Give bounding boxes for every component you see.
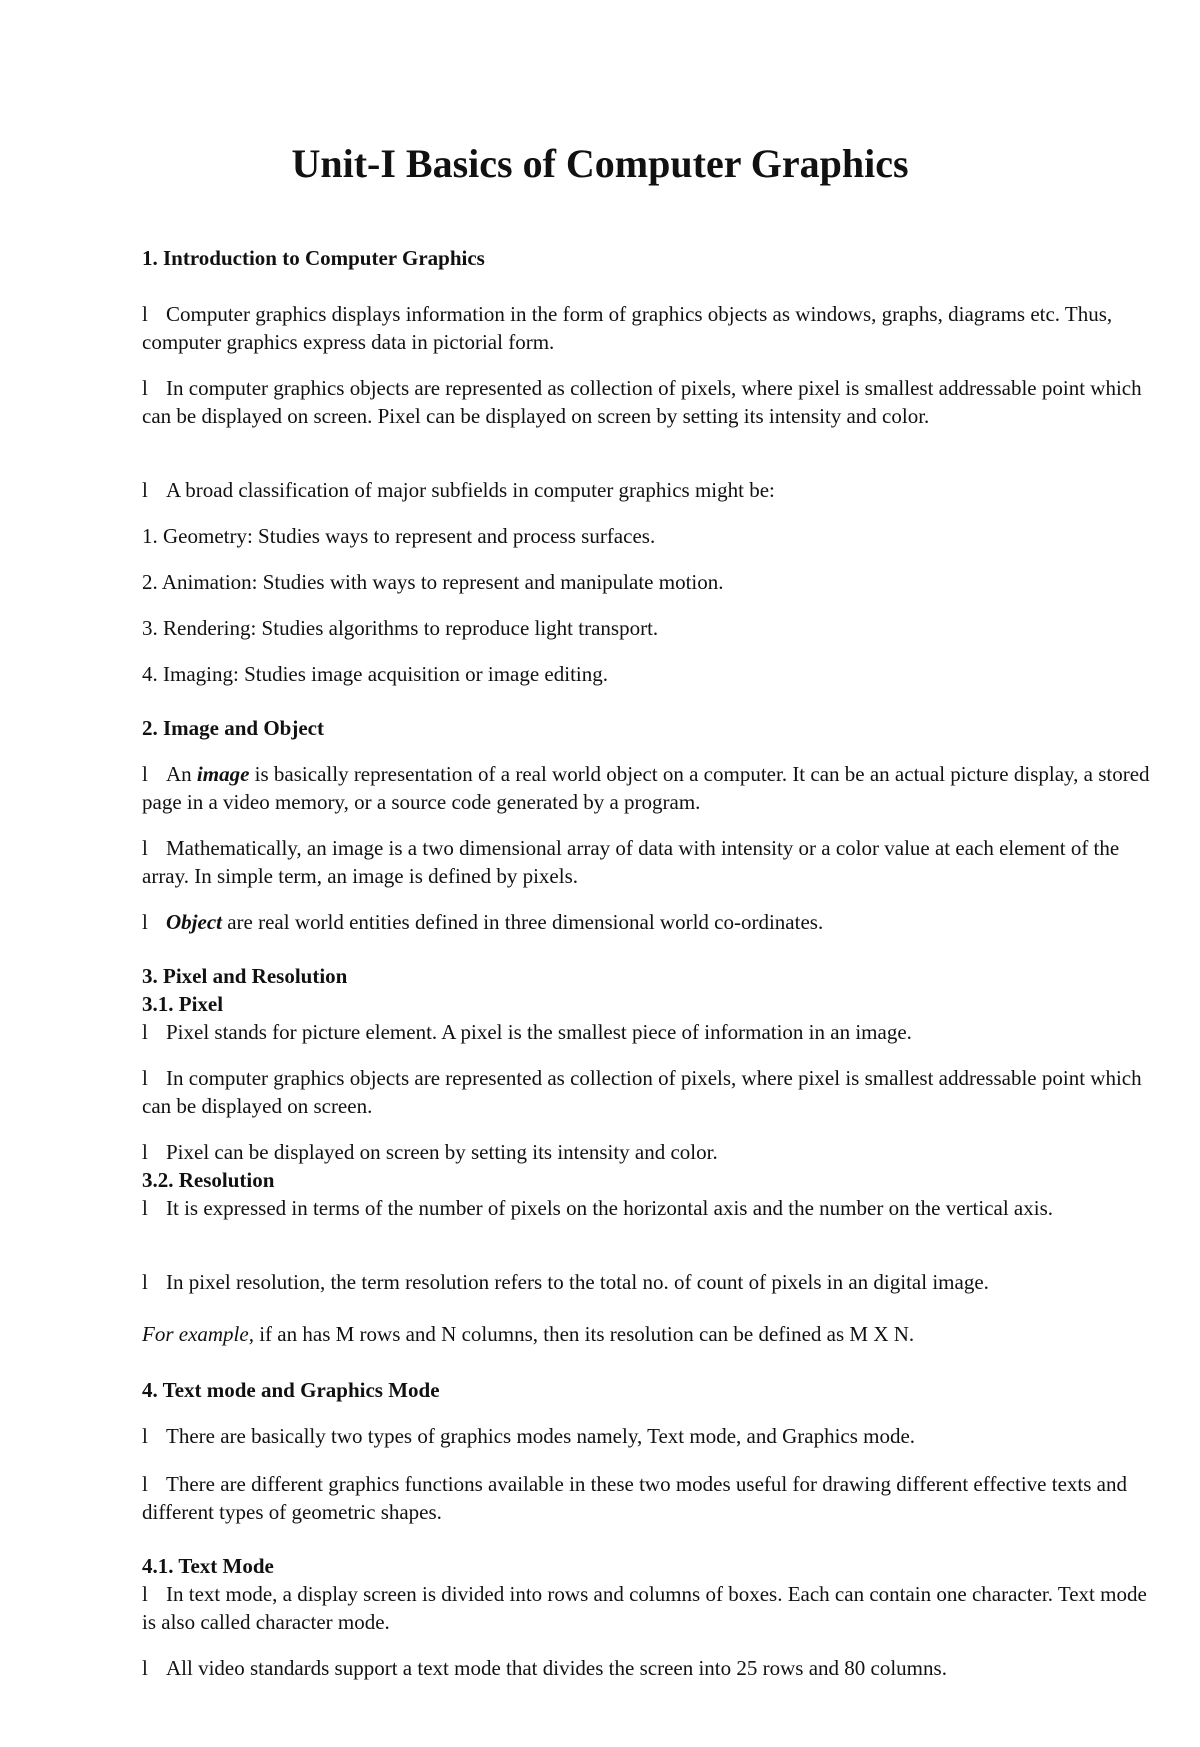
paragraph-text: Mathematically, an image is a two dimensional array of data with intensity or a color value at each element of the array. In simple term, an image is defined by pixels. bbox=[142, 836, 1120, 888]
paragraph bbox=[142, 1580, 1162, 1636]
paragraph-text: In computer graphics objects are represented as collection of pixels, where pixel is smallest addressable point which can be displayed on screen. Pixel can be displayed on screen by setting its intensity and color. bbox=[142, 376, 1142, 428]
paragraph-text: There are different graphics functions available in these two modes useful for drawing different effective texts and different types of geometric shapes. bbox=[142, 1472, 1127, 1524]
paragraph-text: It is expressed in terms of the number of pixels on the horizontal axis and the number on the vertical axis. bbox=[166, 1196, 1054, 1220]
paragraph-text: In text mode, a display screen is divided into rows and columns of boxes. Each can contain one character. Text mode is also called character mode. bbox=[142, 1582, 1147, 1634]
paragraph-text: are real world entities defined in three dimensional world co-ordinates. bbox=[221, 910, 824, 934]
bullet-icon: l bbox=[142, 1424, 148, 1448]
paragraph bbox=[142, 1194, 1162, 1222]
bullet-icon: l bbox=[142, 1140, 148, 1164]
bullet-icon: l bbox=[142, 1656, 148, 1680]
emphasis-text: For example, bbox=[142, 1322, 254, 1346]
paragraph-text: Computer graphics displays information in the form of graphics objects as windows, graphs, diagrams etc. Thus, computer graphics express data in pictorial form. bbox=[142, 302, 1113, 354]
paragraph bbox=[142, 908, 1162, 936]
list-item: 1. Geometry: Studies ways to represent and process surfaces. bbox=[142, 524, 656, 548]
paragraph bbox=[142, 1268, 1162, 1296]
paragraph bbox=[142, 1064, 1162, 1120]
bullet-icon: l bbox=[142, 376, 148, 400]
emphasis-text: Object bbox=[166, 910, 222, 934]
bullet-icon: l bbox=[142, 1270, 148, 1294]
paragraph-text: In pixel resolution, the term resolution refers to the total no. of count of pixels in an digital image. bbox=[166, 1270, 989, 1294]
paragraph-text: A broad classification of major subfields in computer graphics might be: bbox=[166, 478, 775, 502]
paragraph bbox=[142, 1422, 1162, 1450]
paragraph-text: In computer graphics objects are represented as collection of pixels, where pixel is smallest addressable point which can be displayed on screen. bbox=[142, 1066, 1142, 1118]
bullet-icon: l bbox=[142, 1020, 148, 1044]
section-3-heading: 3. Pixel and Resolution bbox=[142, 964, 348, 988]
paragraph-text: An bbox=[166, 762, 197, 786]
paragraph-text: is basically representation of a real world object on a computer. It can be an actual picture display, a stored page in a video memory, or a source code generated by a program. bbox=[142, 762, 1150, 814]
subsection-heading: 4.1. Text Mode bbox=[142, 1554, 274, 1578]
section-2-heading: 2. Image and Object bbox=[142, 716, 324, 740]
paragraph bbox=[142, 374, 1162, 430]
bullet-icon: l bbox=[142, 302, 148, 326]
paragraph bbox=[142, 1320, 1162, 1348]
bullet-icon: l bbox=[142, 910, 148, 934]
paragraph-text: All video standards support a text mode that divides the screen into 25 rows and 80 columns. bbox=[166, 1656, 947, 1680]
list-item: 3. Rendering: Studies algorithms to reproduce light transport. bbox=[142, 616, 659, 640]
bullet-icon: l bbox=[142, 836, 148, 860]
bullet-icon: l bbox=[142, 1582, 148, 1606]
section-1-heading: 1. Introduction to Computer Graphics bbox=[142, 246, 485, 270]
paragraph bbox=[142, 1654, 1162, 1682]
paragraph bbox=[142, 834, 1162, 890]
list-item: 2. Animation: Studies with ways to represent and manipulate motion. bbox=[142, 570, 724, 594]
paragraph bbox=[142, 760, 1162, 816]
bullet-icon: l bbox=[142, 762, 148, 786]
bullet-icon: l bbox=[142, 1066, 148, 1090]
subsection-heading: 3.2. Resolution bbox=[142, 1168, 275, 1192]
paragraph-text: Pixel stands for picture element. A pixel is the smallest piece of information in an image. bbox=[166, 1020, 912, 1044]
bullet-icon: l bbox=[142, 1196, 148, 1220]
paragraph bbox=[142, 476, 1162, 504]
emphasis-text: image bbox=[196, 762, 250, 786]
paragraph bbox=[142, 1018, 1162, 1046]
paragraph-text: Pixel can be displayed on screen by setting its intensity and color. bbox=[166, 1140, 718, 1164]
section-4-heading: 4. Text mode and Graphics Mode bbox=[142, 1378, 440, 1402]
paragraph bbox=[142, 1138, 1162, 1166]
list-item: 4. Imaging: Studies image acquisition or image editing. bbox=[142, 662, 608, 686]
paragraph bbox=[142, 300, 1162, 356]
paragraph-text: There are basically two types of graphics modes namely, Text mode, and Graphics mode. bbox=[166, 1424, 916, 1448]
document-title: Unit-I Basics of Computer Graphics bbox=[291, 141, 909, 186]
paragraph bbox=[142, 1470, 1162, 1526]
bullet-icon: l bbox=[142, 478, 148, 502]
subsection-heading: 3.1. Pixel bbox=[142, 992, 224, 1016]
paragraph-text: if an has M rows and N columns, then its resolution can be defined as M X N. bbox=[253, 1322, 915, 1346]
bullet-icon: l bbox=[142, 1472, 148, 1496]
